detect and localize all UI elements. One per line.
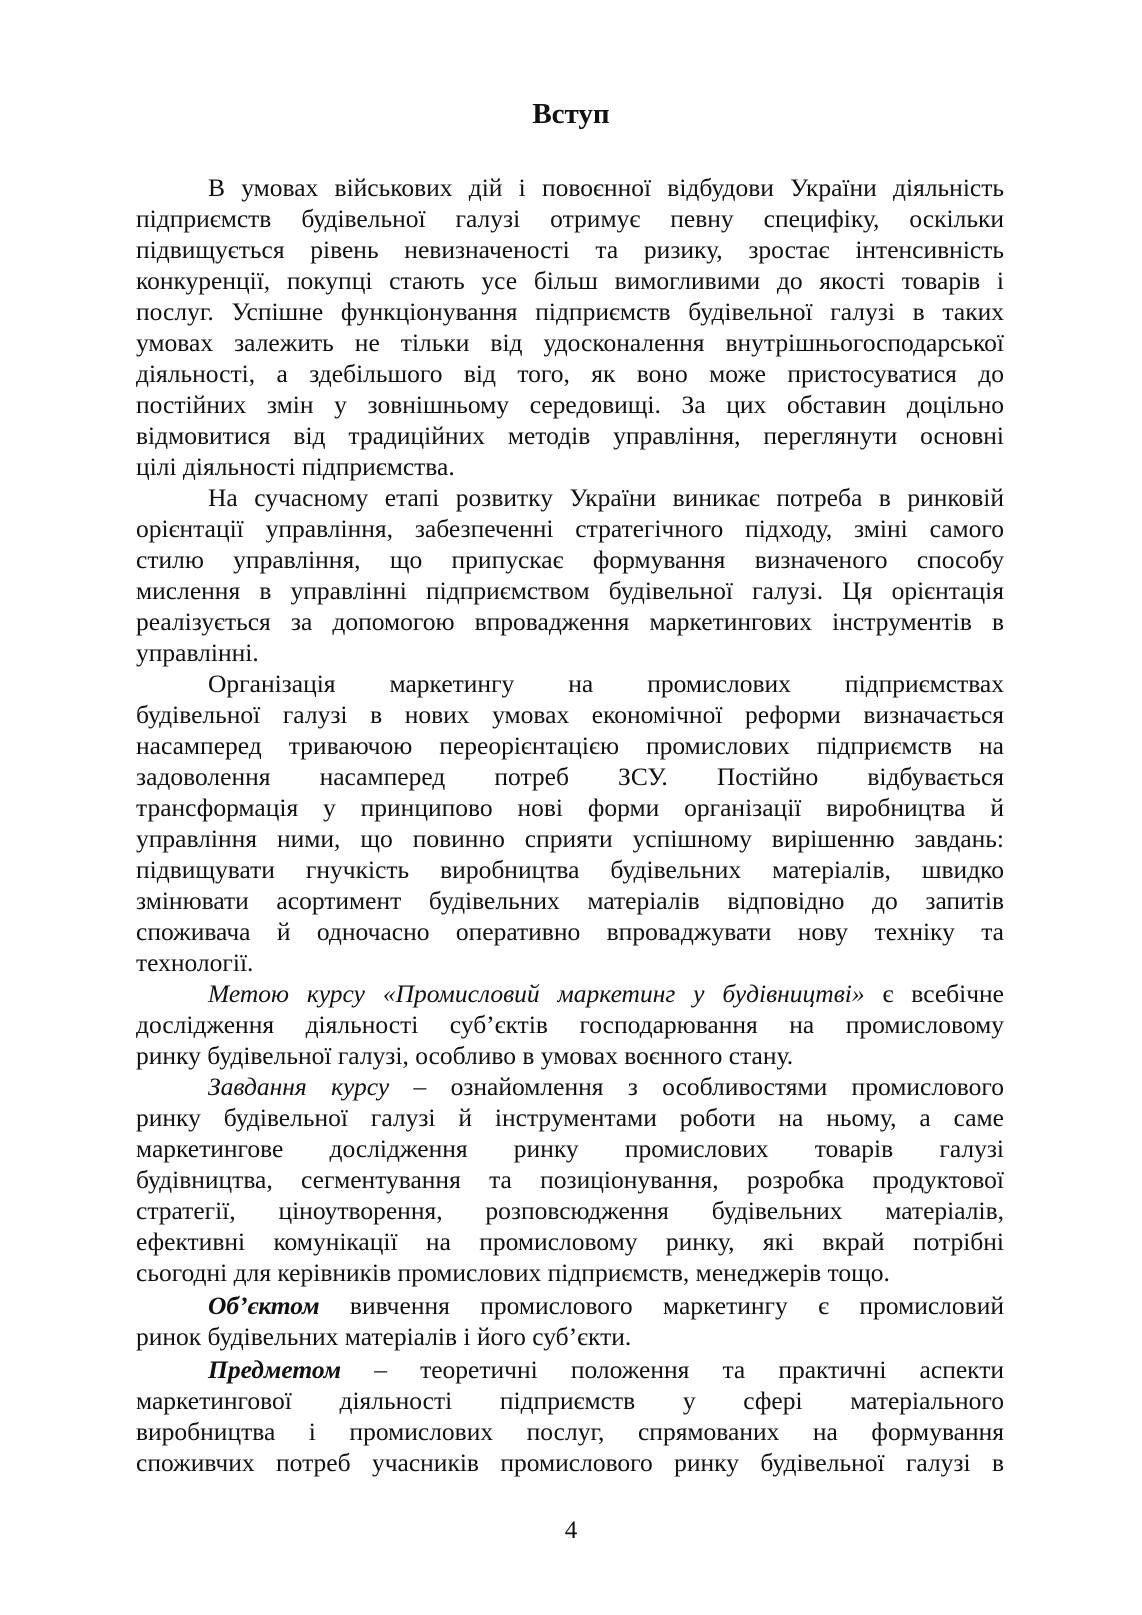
text-line: умовах залежить не тільки від удосконалення внутрішньогосподарської bbox=[136, 328, 1004, 357]
text-line: цілі діяльності підприємства. bbox=[136, 452, 455, 481]
paragraph-intro bbox=[136, 172, 1004, 482]
text-line: маркетингове дослідження ринку промислових товарів галузі bbox=[136, 1134, 1004, 1163]
text-line: будівництва, сегментування та позиціонування, розробка продуктової bbox=[136, 1165, 1004, 1194]
paragraph-course-tasks bbox=[136, 1071, 1004, 1288]
paragraph-course-goal bbox=[136, 978, 1004, 1071]
text-line: технології. bbox=[136, 948, 254, 977]
course-goal-label: Метою курсу «Промисловий маркетинг у будівництві» bbox=[208, 979, 865, 1008]
text-line: підвищувати гнучкість виробництва будівельних матеріалів, швидко bbox=[136, 855, 1004, 884]
document-body bbox=[136, 172, 1004, 1478]
page-title: Вступ bbox=[532, 98, 610, 130]
text-line: управлінні. bbox=[136, 638, 259, 667]
text-line: діяльності, а здебільшого від того, як воно може пристосуватися до bbox=[136, 359, 1004, 388]
text-span: – ознайомлення з особливостями промислового bbox=[389, 1072, 1004, 1101]
paragraph-object bbox=[136, 1290, 1004, 1352]
text-line: постійних змін у зовнішньому середовищі. За цих обставин доцільно bbox=[136, 390, 1004, 419]
text-span: – теоретичні положення та практичні аспекти bbox=[341, 1355, 1004, 1384]
object-label: Об’єктом bbox=[208, 1291, 320, 1320]
text-line: виробництва і промислових послуг, спрямованих на формування bbox=[136, 1417, 1004, 1446]
text-line: ринок будівельних матеріалів і його суб’єкти. bbox=[136, 1322, 632, 1351]
text-line: На сучасному етапі розвитку України виникає потреба в ринковій bbox=[208, 483, 1004, 512]
text-line bbox=[136, 1071, 1004, 1102]
text-line: стилю управління, що припускає формування визначеного способу bbox=[136, 545, 1004, 574]
text-line: будівельної галузі в нових умовах економічної реформи визначається bbox=[136, 700, 1004, 729]
text-line: сьогодні для керівників промислових підприємств, менеджерів тощо. bbox=[136, 1258, 890, 1287]
text-line: В умовах військових дій і повоєнної відбудови України діяльність bbox=[208, 173, 1004, 202]
text-line: маркетингової діяльності підприємств у сфері матеріального bbox=[136, 1386, 1004, 1415]
text-line: споживчих потреб учасників промислового ринку будівельної галузі в bbox=[136, 1448, 1004, 1477]
text-line: споживача й одночасно оперативно впроваджувати нову техніку та bbox=[136, 917, 1004, 946]
text-line: насамперед триваючою переорієнтацією промислових підприємств на bbox=[136, 731, 1004, 760]
text-line: відмовитися від традиційних методів управління, переглянути основні bbox=[136, 421, 1004, 450]
text-line: дослідження діяльності суб’єктів господарювання на промисловому bbox=[136, 1010, 1004, 1039]
text-line bbox=[136, 1290, 1004, 1321]
text-line: Організація маркетингу на промислових підприємствах bbox=[208, 669, 1004, 698]
paragraph-current-stage bbox=[136, 482, 1004, 668]
course-tasks-label: Завдання курсу bbox=[208, 1072, 390, 1101]
text-line: ринку будівельної галузі, особливо в умовах воєнного стану. bbox=[136, 1041, 794, 1070]
text-line: орієнтації управління, забезпеченні стратегічного підходу, зміні самого bbox=[136, 514, 1004, 543]
text-line: мислення в управлінні підприємством будівельної галузі. Ця орієнтація bbox=[136, 576, 1004, 605]
text-line: ефективні комунікації на промисловому ринку, які вкрай потрібні bbox=[136, 1227, 1004, 1256]
text-line: підвищується рівень невизначеності та ризику, зростає інтенсивність bbox=[136, 235, 1004, 264]
text-line: ринку будівельної галузі й інструментами роботи на ньому, а саме bbox=[136, 1103, 1004, 1132]
subject-label: Предметом bbox=[208, 1355, 342, 1384]
text-line: стратегії, ціноутворення, розповсюдження будівельних матеріалів, bbox=[136, 1196, 1004, 1225]
page-number: 4 bbox=[564, 1517, 578, 1544]
text-span: вивчення промислового маркетингу є промисловий bbox=[319, 1291, 1004, 1320]
paragraph-organization bbox=[136, 668, 1004, 978]
text-line: підприємств будівельної галузі отримує певну специфіку, оскільки bbox=[136, 204, 1004, 233]
text-line: задоволення насамперед потреб ЗСУ. Постійно відбувається bbox=[136, 762, 1004, 791]
paragraph-subject bbox=[136, 1354, 1004, 1478]
text-line bbox=[136, 1354, 1004, 1385]
text-line: змінювати асортимент будівельних матеріалів відповідно до запитів bbox=[136, 886, 1004, 915]
text-line bbox=[136, 978, 1004, 1009]
text-line: реалізується за допомогою впровадження маркетингових інструментів в bbox=[136, 607, 1004, 636]
text-line: конкуренції, покупці стають усе більш вимогливими до якості товарів і bbox=[136, 266, 1004, 295]
text-line: послуг. Успішне функціонування підприємств будівельної галузі в таких bbox=[136, 297, 1004, 326]
text-line: управління ними, що повинно сприяти успішному вирішенню завдань: bbox=[136, 824, 1004, 853]
text-span: є всебічне bbox=[864, 979, 1004, 1008]
text-line: трансформація у принципово нові форми організації виробництва й bbox=[136, 793, 1004, 822]
